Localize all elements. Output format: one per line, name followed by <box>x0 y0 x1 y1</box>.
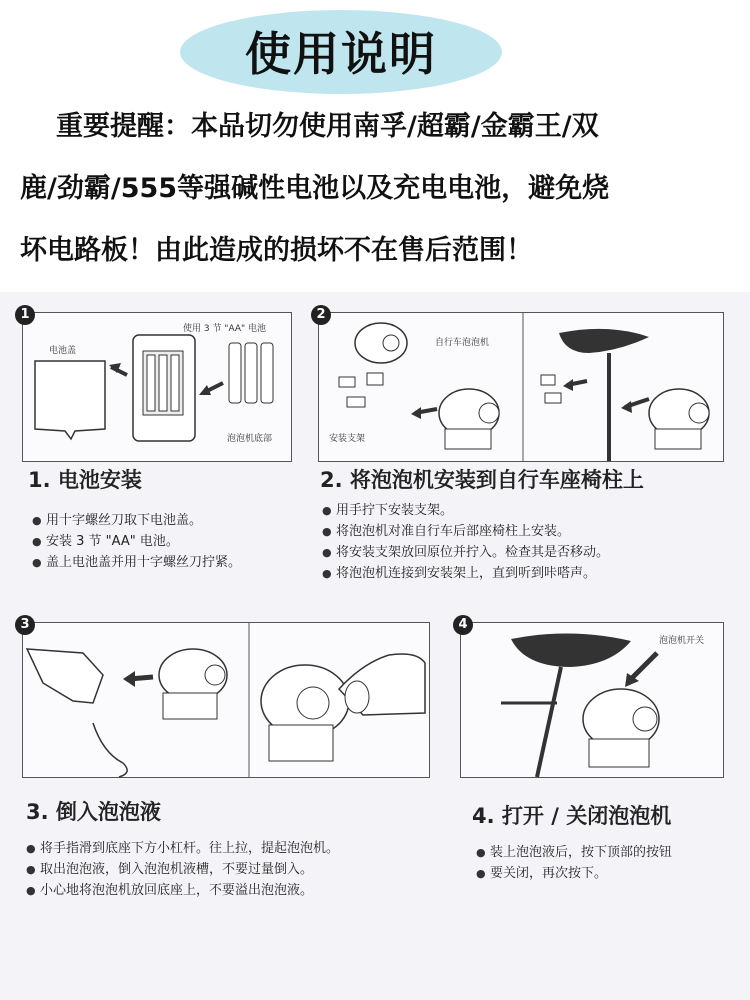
pour-bubble-liquid-illustration <box>23 623 429 777</box>
aa-battery-label: 使用 3 节 "AA" 电池 <box>183 324 267 334</box>
list-item: ● 要关闭，再次按下。 <box>476 863 672 884</box>
machine-bottom-label: 泡泡机底部 <box>227 434 273 444</box>
list-item: ● 取出泡泡液，倒入泡泡机液槽，不要过量倒入。 <box>26 859 339 880</box>
step-1-number: 1 <box>15 305 35 325</box>
step-1-instructions <box>32 510 241 573</box>
step-2-title: 2. 将泡泡机安装到自行车座椅柱上 <box>320 468 644 492</box>
list-item: ● 将泡泡机连接到安装架上，直到听到咔嗒声。 <box>322 563 609 584</box>
warning-line: 重要提醒：本品切勿使用南孚/超霸/金霸王/双 <box>56 111 599 142</box>
bubble-machine-switch-label: 泡泡机开关 <box>659 636 705 646</box>
mount-bracket-label: 安装支架 <box>329 434 366 444</box>
step-1-title: 1. 电池安装 <box>28 468 142 492</box>
warning-line: 坏电路板！由此造成的损坏不在售后范围！ <box>20 235 533 266</box>
list-item: ● 装上泡泡液后，按下顶部的按钮 <box>476 842 672 863</box>
page-title: 使用说明 <box>245 27 437 81</box>
step-4-title: 4. 打开 / 关闭泡泡机 <box>472 804 672 828</box>
warning-notice <box>20 96 732 282</box>
instruction-sheet <box>0 292 750 1000</box>
list-item: ● 盖上电池盖并用十字螺丝刀拧紧。 <box>32 552 241 573</box>
step-1-panel <box>20 307 292 462</box>
list-item: ● 将泡泡机对准自行车后部座椅柱上安装。 <box>322 521 609 542</box>
step-2-instructions <box>322 500 609 584</box>
step-3-instructions <box>26 838 339 901</box>
step-3-panel <box>20 617 430 778</box>
step-3-number: 3 <box>15 615 35 635</box>
mount-to-seatpost-illustration <box>319 313 723 461</box>
battery-install-illustration <box>23 313 291 461</box>
list-item: ● 小心地将泡泡机放回底座上，不要溢出泡泡液。 <box>26 880 339 901</box>
list-item: ● 用十字螺丝刀取下电池盖。 <box>32 510 241 531</box>
bike-bubble-machine-label: 自行车泡泡机 <box>435 338 490 348</box>
warning-line: 鹿/劲霸/555等强碱性电池以及充电电池，避免烧 <box>20 173 610 204</box>
step-3-title: 3. 倒入泡泡液 <box>26 800 161 824</box>
list-item: ● 将手指滑到底座下方小杠杆。往上拉，提起泡泡机。 <box>26 838 339 859</box>
step-4-number: 4 <box>453 615 473 635</box>
list-item: ● 用手拧下安装支架。 <box>322 500 609 521</box>
list-item: ● 将安装支架放回原位并拧入。检查其是否移动。 <box>322 542 609 563</box>
step-2-panel <box>316 307 724 462</box>
power-switch-illustration <box>461 623 723 777</box>
step-4-panel <box>458 617 724 778</box>
list-item: ● 安装 3 节 "AA" 电池。 <box>32 531 241 552</box>
step-2-number: 2 <box>311 305 331 325</box>
battery-cover-label: 电池盖 <box>49 346 77 356</box>
step-4-instructions <box>476 842 672 884</box>
